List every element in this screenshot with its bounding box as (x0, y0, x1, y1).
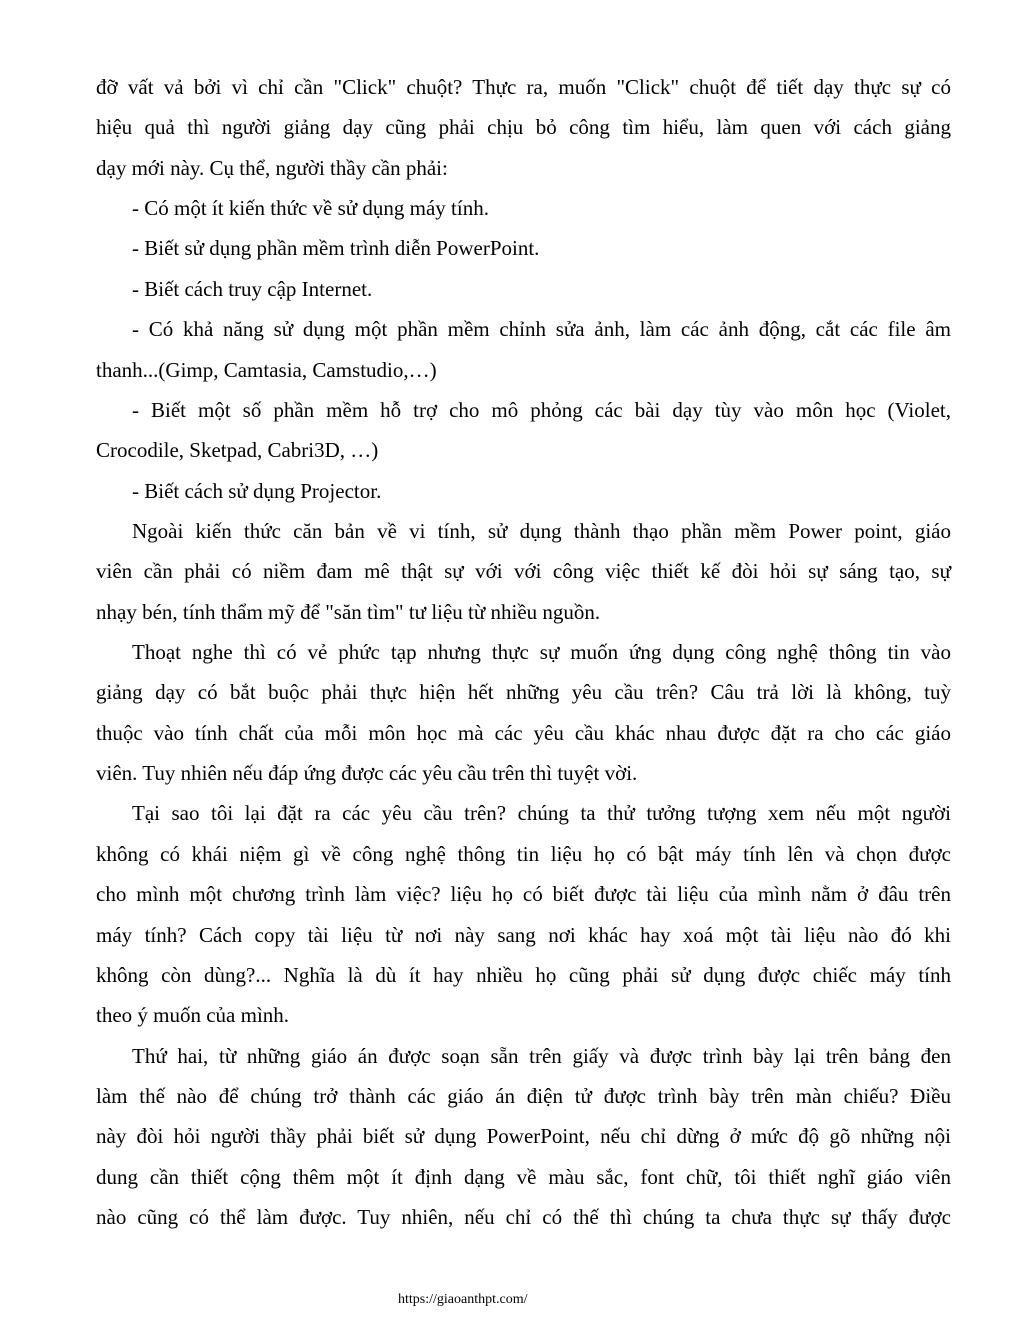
text-line: Crocodile, Sketpad, Cabri3D, …) (96, 438, 379, 463)
paragraph (96, 632, 951, 793)
text-line: thuộc vào tính chất của mỗi môn học mà các yêu cầu khác nhau được đặt ra cho các giáo (96, 720, 951, 745)
paragraph (96, 1036, 951, 1238)
paragraph (96, 471, 951, 511)
paragraph (96, 390, 951, 471)
text-line: Ngoài kiến thức căn bản về vi tính, sử dụng thành thạo phần mềm Power point, giáo (132, 518, 951, 543)
document-body (96, 67, 951, 1237)
text-line: không còn dùng?... Nghĩa là dù ít hay nhiều họ cũng phải sử dụng được chiếc máy tính (96, 962, 951, 987)
text-line: - Biết cách sử dụng Projector. (132, 478, 382, 503)
text-line: - Biết một số phần mềm hỗ trợ cho mô phỏng các bài dạy tùy vào môn học (Violet, (132, 397, 951, 422)
paragraph (96, 793, 951, 1035)
paragraph (96, 309, 951, 390)
paragraph (96, 228, 951, 268)
text-line: này đòi hỏi người thầy phải biết sử dụng PowerPoint, nếu chỉ dừng ở mức độ gõ những nội (96, 1124, 951, 1149)
text-line: cho mình một chương trình làm việc? liệu họ có biết được tài liệu của mình nằm ở đâu trên (96, 882, 951, 907)
text-line: - Biết sử dụng phần mềm trình diễn PowerPoint. (132, 236, 540, 261)
paragraph (96, 511, 951, 632)
text-line: nào cũng có thể làm được. Tuy nhiên, nếu chỉ có thế thì chúng ta chưa thực sự thấy được (96, 1205, 951, 1230)
text-line: theo ý muốn của mình. (96, 1003, 290, 1028)
text-line: viên cần phải có niềm đam mê thật sự với với công việc thiết kế đòi hỏi sự sáng tạo, sự (96, 559, 951, 584)
text-line: giảng dạy có bắt buộc phải thực hiện hết những yêu cầu trên? Câu trả lời là không, tuỳ (96, 680, 951, 705)
footer-url[interactable]: https://giaoanthpt.com/ (398, 1292, 528, 1307)
text-line: máy tính? Cách copy tài liệu từ nơi này sang nơi khác hay xoá một tài liệu nào đó khi (96, 922, 951, 947)
text-line: đỡ vất vả bởi vì chỉ cần "Click" chuột? Thực ra, muốn "Click" chuột để tiết dạy thực sự có (96, 75, 951, 99)
text-line: - Có một ít kiến thức về sử dụng máy tính. (132, 196, 489, 221)
text-line: dung cần thiết cộng thêm một ít định dạng về màu sắc, font chữ, tôi thiết nghĩ giáo viên (96, 1164, 951, 1189)
text-line: làm thế nào để chúng trở thành các giáo án điện tử được trình bày trên màn chiếu? Điều (96, 1083, 951, 1108)
text-line: - Biết cách truy cập Internet. (132, 276, 373, 301)
text-line: thanh...(Gimp, Camtasia, Camstudio,…) (96, 357, 437, 382)
text-line: hiệu quả thì người giảng dạy cũng phải chịu bỏ công tìm hiểu, làm quen với cách giảng (96, 115, 951, 140)
text-line: Thoạt nghe thì có vẻ phức tạp nhưng thực sự muốn ứng dụng công nghệ thông tin vào (132, 640, 951, 665)
text-line: dạy mới này. Cụ thể, người thầy cần phải: (96, 155, 448, 180)
text-line: không có khái niệm gì về công nghệ thông tin liệu họ có bật máy tính lên và chọn được (96, 841, 951, 866)
paragraph (96, 188, 951, 228)
text-line: Thứ hai, từ những giáo án được soạn sẵn trên giấy và được trình bày lại trên bảng đen (132, 1043, 951, 1068)
paragraph (96, 67, 951, 188)
text-line: viên. Tuy nhiên nếu đáp ứng được các yêu cầu trên thì tuyệt vời. (96, 761, 638, 786)
paragraph (96, 269, 951, 309)
text-line: - Có khả năng sử dụng một phần mềm chỉnh sửa ảnh, làm các ảnh động, cắt các file âm (132, 317, 951, 342)
text-line: Tại sao tôi lại đặt ra các yêu cầu trên? chúng ta thử tưởng tượng xem nếu một người (132, 801, 951, 826)
text-line: nhạy bén, tính thẩm mỹ để "săn tìm" tư liệu từ nhiều nguồn. (96, 599, 601, 624)
